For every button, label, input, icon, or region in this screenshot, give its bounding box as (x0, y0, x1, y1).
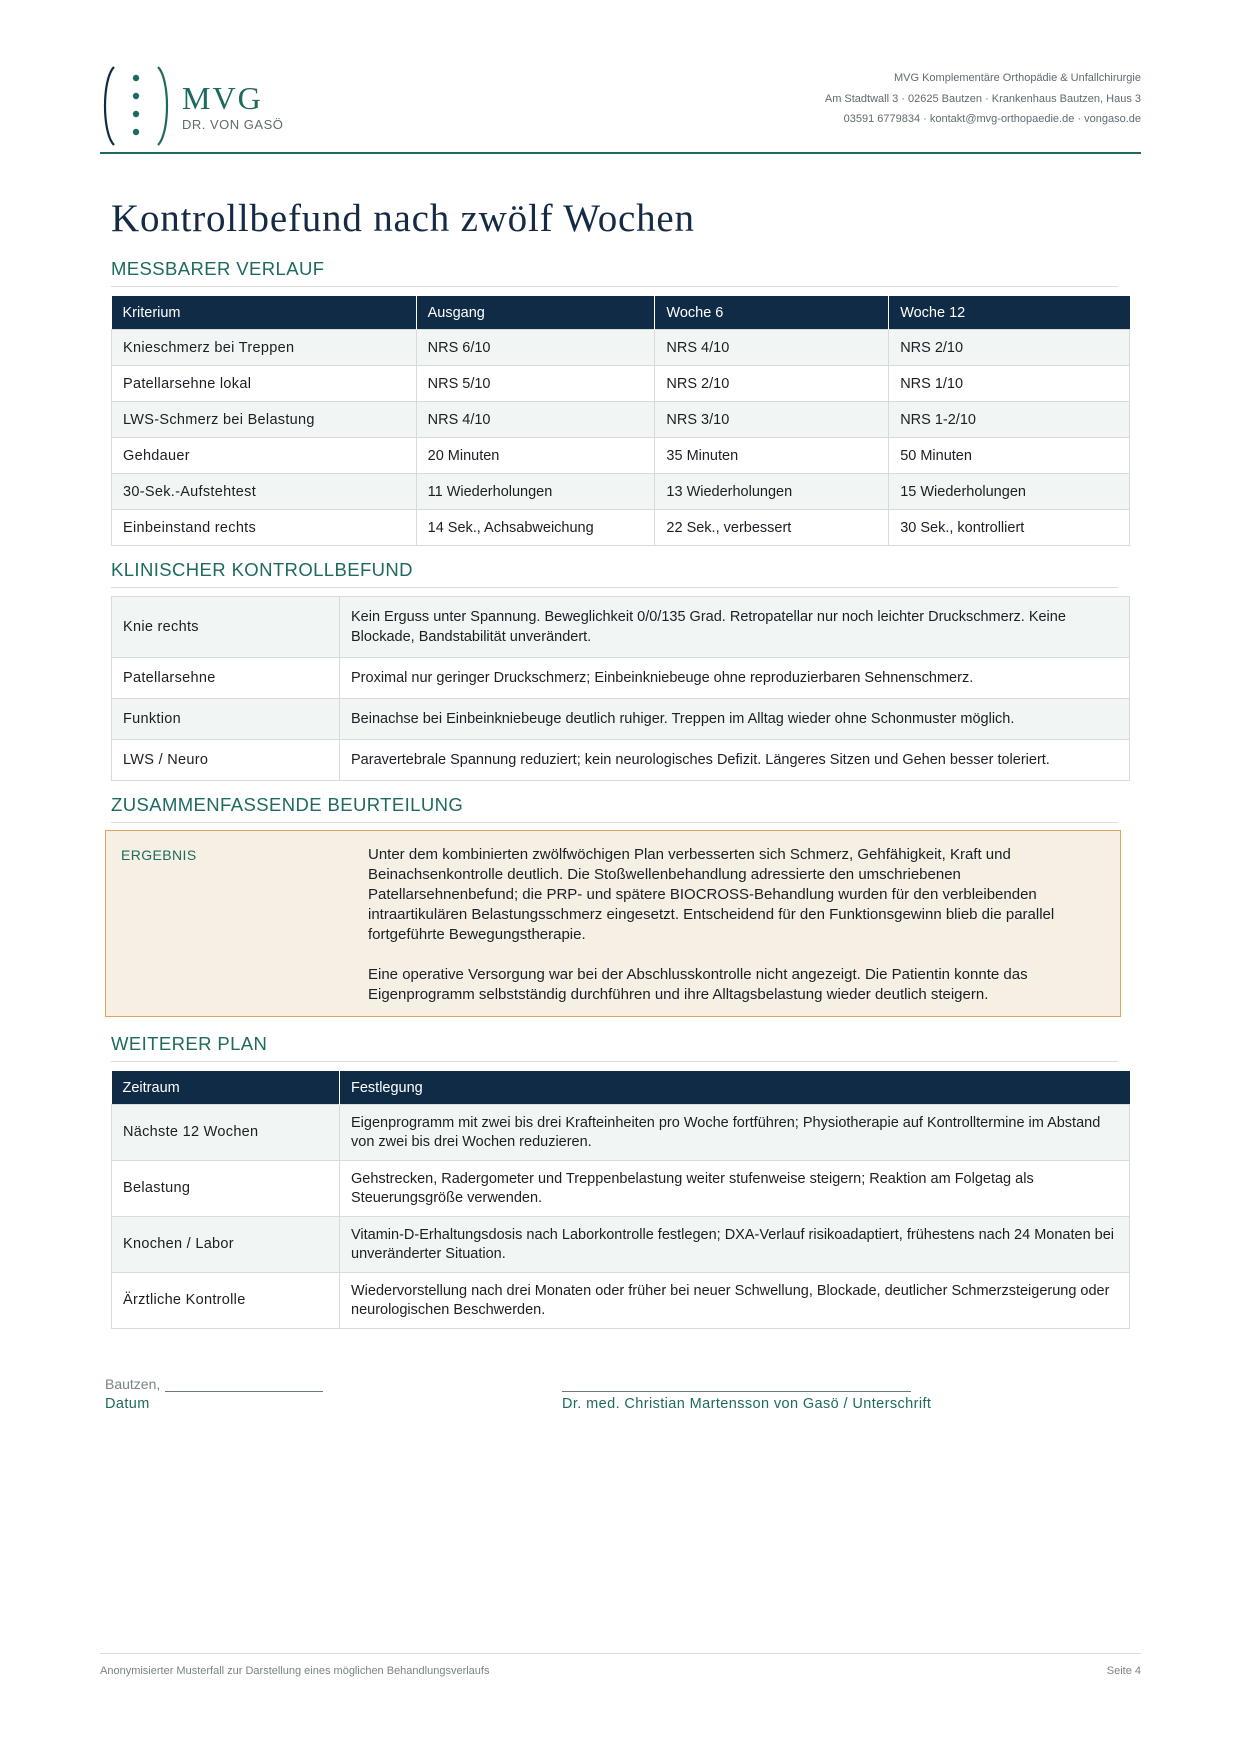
column-header: Woche 6 (655, 296, 889, 330)
column-header: Kriterium (112, 296, 417, 330)
logo-mark-icon (100, 65, 172, 147)
table-cell: Einbeinstand rechts (112, 510, 417, 546)
table-cell: 13 Wiederholungen (655, 474, 889, 510)
header-divider (100, 152, 1141, 154)
table-cell: NRS 1-2/10 (889, 402, 1130, 438)
table-cell: 35 Minuten (655, 438, 889, 474)
table-cell: LWS-Schmerz bei Belastung (112, 402, 417, 438)
result-text (368, 845, 1088, 1025)
column-header: Festlegung (340, 1071, 1130, 1105)
table-cell: Vitamin-D-Erhaltungsdosis nach Laborkontrolle festlegen; DXA-Verlauf risikoadaptiert, frühestens nach 24 Monaten bei unveränderter Situation. (340, 1217, 1130, 1273)
table-row (112, 740, 1130, 781)
table-cell: NRS 6/10 (416, 330, 655, 366)
progress-table (111, 296, 1130, 546)
table-cell: 30-Sek.-Aufstehtest (112, 474, 417, 510)
table-row (112, 510, 1130, 546)
table-cell: Proximal nur geringer Druckschmerz; Einbeinkniebeuge ohne reproduzierbaren Sehnenschmerz. (340, 658, 1130, 699)
page-title: Kontrollbefund nach zwölf Wochen (111, 197, 695, 240)
table-cell: LWS / Neuro (112, 740, 340, 781)
table-cell: NRS 4/10 (416, 402, 655, 438)
table-cell: Kein Erguss unter Spannung. Beweglichkeit 0/0/135 Grad. Retropatellar nur noch leichter Druckschmerz. Keine Blockade, Bandstabilität unverändert. (340, 597, 1130, 658)
table-cell: Beinachse bei Einbeinkniebeuge deutlich ruhiger. Treppen im Alltag wieder ohne Schonmuster möglich. (340, 699, 1130, 740)
table-row (112, 1105, 1130, 1161)
table-cell: Wiedervorstellung nach drei Monaten oder früher bei neuer Schwellung, Blockade, deutlicher Schmerzsteigerung oder neurologischen Beschwerden. (340, 1273, 1130, 1329)
practice-name: MVG Komplementäre Orthopädie & Unfallchirurgie (893, 72, 1141, 84)
date-line (165, 1391, 323, 1392)
table-row (112, 474, 1130, 510)
date-label: Datum (105, 1396, 150, 1412)
table-cell: 50 Minuten (889, 438, 1130, 474)
table-cell: NRS 4/10 (655, 330, 889, 366)
table-row (112, 658, 1130, 699)
findings-table (111, 596, 1130, 781)
practice-address: Am Stadtwall 3 · 02625 Bautzen · Krankenhaus Bautzen, Haus 3 (824, 92, 1141, 105)
table-cell: Gehdauer (112, 438, 417, 474)
plan-table (111, 1071, 1130, 1329)
result-paragraph: Eine operative Versorgung war bei der Abschlusskontrolle nicht angezeigt. Die Patientin konnte das Eigenprogramm selbstständig durchführen und ihre Alltagsbelastung wieder deutlich steigern. (368, 966, 1028, 1003)
result-label: ERGEBNIS (121, 847, 197, 863)
section-heading-verlauf: MESSBARER VERLAUF (111, 258, 1118, 287)
table-cell: Funktion (112, 699, 340, 740)
practice-contact: 03591 6779834 · kontakt@mvg-orthopaedie.de · vongaso.de (843, 113, 1141, 125)
table-cell: Knie rechts (112, 597, 340, 658)
table-cell: NRS 5/10 (416, 366, 655, 402)
table-cell: Paravertebrale Spannung reduziert; kein neurologisches Defizit. Längeres Sitzen und Gehen besser toleriert. (340, 740, 1130, 781)
column-header: Zeitraum (112, 1071, 340, 1105)
section-heading-plan: WEITERER PLAN (111, 1033, 1118, 1062)
table-cell: NRS 2/10 (655, 366, 889, 402)
footer-divider (100, 1653, 1141, 1654)
signature-city: Bautzen, (105, 1376, 161, 1392)
table-cell: 11 Wiederholungen (416, 474, 655, 510)
section-heading-befund: KLINISCHER KONTROLLBEFUND (111, 559, 1118, 588)
table-row (112, 1161, 1130, 1217)
logo (100, 65, 283, 147)
section-heading-beurteilung: ZUSAMMENFASSENDE BEURTEILUNG (111, 794, 1118, 823)
table-cell: Ärztliche Kontrolle (112, 1273, 340, 1329)
table-cell: Gehstrecken, Radergometer und Treppenbelastung weiter stufenweise steigern; Reaktion am Folgetag als Steuerungsgröße verwenden. (340, 1161, 1130, 1217)
table-row (112, 438, 1130, 474)
table-row (112, 1273, 1130, 1329)
table-cell: Knieschmerz bei Treppen (112, 330, 417, 366)
table-cell: 22 Sek., verbessert (655, 510, 889, 546)
table-row (112, 366, 1130, 402)
table-header-row (112, 296, 1130, 330)
table-row (112, 402, 1130, 438)
footer-note: Anonymisierter Musterfall zur Darstellung eines möglichen Behandlungsverlaufs (100, 1665, 490, 1677)
table-cell: 30 Sek., kontrolliert (889, 510, 1130, 546)
table-cell: Nächste 12 Wochen (112, 1105, 340, 1161)
table-cell: NRS 1/10 (889, 366, 1130, 402)
result-box (105, 830, 1121, 1017)
signature-line (562, 1391, 911, 1392)
table-cell: 15 Wiederholungen (889, 474, 1130, 510)
practice-info (825, 68, 1141, 130)
table-row (112, 1217, 1130, 1273)
table-row (112, 597, 1130, 658)
table-cell: Patellarsehne lokal (112, 366, 417, 402)
table-row (112, 699, 1130, 740)
table-cell: Patellarsehne (112, 658, 340, 699)
table-row (112, 330, 1130, 366)
signature-label: Dr. med. Christian Martensson von Gasö / Unterschrift (562, 1396, 932, 1412)
logo-title: MVG (182, 79, 263, 116)
column-header: Woche 12 (889, 296, 1130, 330)
table-header-row (112, 1071, 1130, 1105)
table-cell: Eigenprogramm mit zwei bis drei Krafteinheiten pro Woche fortführen; Physiotherapie auf Kontrolltermine im Abstand von zwei bis drei Wochen reduzieren. (340, 1105, 1130, 1161)
logo-subtitle: DR. VON GASÖ (182, 116, 284, 132)
table-cell: 14 Sek., Achsabweichung (416, 510, 655, 546)
table-cell: Belastung (112, 1161, 340, 1217)
table-cell: 20 Minuten (416, 438, 655, 474)
result-paragraph: Unter dem kombinierten zwölfwöchigen Plan verbesserten sich Schmerz, Gehfähigkeit, Kraft und Beinachsenkontrolle deutlich. Die Stoßwellenbehandlung adressierte den umschriebenen Patellarsehnenbefund; die PRP- und spätere BIOCROSS-Behandlung wurden für den verbleibenden intraartikulären Belastungsschmerz eingesetzt. Entscheidend für den Funktionsgewinn blieb die parallel fortgeführte Bewegungstherapie. (368, 846, 1055, 943)
page-number: Seite 4 (1106, 1665, 1141, 1677)
table-cell: NRS 3/10 (655, 402, 889, 438)
table-cell: Knochen / Labor (112, 1217, 340, 1273)
table-cell: NRS 2/10 (889, 330, 1130, 366)
column-header: Ausgang (416, 296, 655, 330)
